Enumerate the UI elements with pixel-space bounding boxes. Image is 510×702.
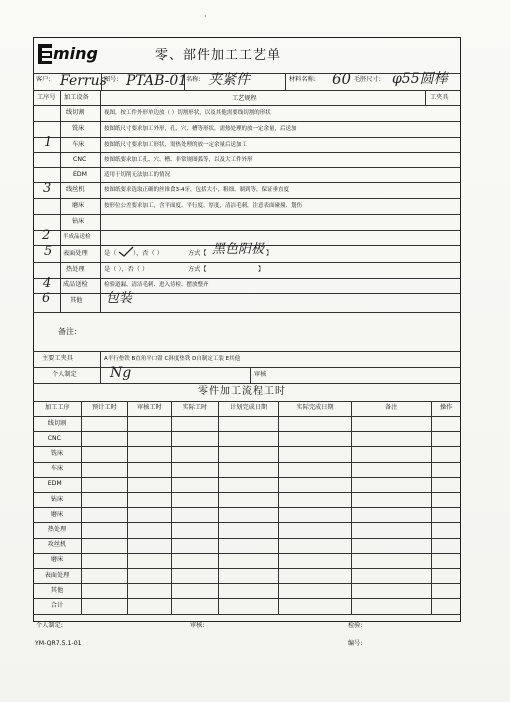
- footer-number-label: 编号:: [348, 640, 363, 647]
- process-text-lathe: 按图纸尺寸要求加工形状，需热处理的放一定余量后送加工: [104, 142, 248, 148]
- flow-row-divider: [33, 477, 461, 478]
- process-text-cnc: 按图纸要求加工孔、穴、槽、非常规图弧等，以及大工件外形: [104, 157, 253, 163]
- personal-review-label: 审核: [254, 371, 267, 378]
- heat-yes-no: 是（ ），否（ ）: [104, 266, 149, 273]
- seq-surface: 5: [44, 244, 53, 259]
- flow-row-divider: [33, 446, 461, 447]
- flow-row-process: 磨床: [50, 510, 64, 518]
- flow-row-divider: [33, 507, 461, 508]
- flow-header-cell: 实际完成日期: [296, 404, 334, 411]
- flow-row-process: CNC: [47, 434, 61, 442]
- flow-row-divider: [33, 598, 461, 599]
- surface-label: 表面处理: [63, 250, 88, 257]
- other-value: 包装: [106, 291, 133, 306]
- top-mark: ·: [204, 12, 207, 21]
- flow-row-divider: [33, 583, 461, 584]
- col-seq-header: 工序号: [37, 94, 56, 101]
- drawing-label: 图号:: [104, 76, 119, 83]
- drawing-value: PTAB-01: [126, 73, 188, 89]
- company-logo: [37, 42, 119, 66]
- flow-row-divider: [33, 614, 461, 615]
- final-inspect-text: 检验道漏、清洁毛刺、进入待检、摆放整齐: [104, 282, 209, 288]
- seq-other: 6: [42, 291, 51, 306]
- logo-text: ming: [53, 44, 98, 63]
- material-label: 材料名称:: [289, 76, 316, 83]
- equipment-wire-cut: 线切割: [66, 109, 85, 116]
- footer-made-label: 个人制定:: [36, 622, 63, 629]
- equipment-tapping: 线丝机: [66, 186, 85, 193]
- process-text-milling: 按图纸尺寸要求加工外形，孔、穴、槽等形状，需热处理的放一定余量，后送加: [104, 126, 297, 132]
- remarks-label: 备注:: [58, 327, 77, 336]
- equipment-milling: 铣床: [72, 125, 85, 132]
- heat-label: 热处理: [66, 266, 85, 273]
- equipment-semi-inspect: 半成品送检: [63, 234, 91, 240]
- surface-method-value: 黑色阳极: [212, 242, 265, 257]
- flow-header-cell: 实际工时: [182, 404, 208, 411]
- flow-row-process: 铣床: [50, 449, 64, 457]
- seq-semi-inspect: 2: [42, 228, 51, 243]
- flow-row-divider: [33, 538, 461, 539]
- customer-label: 客户:: [36, 76, 51, 83]
- flow-header-cell: 计划完成日期: [230, 404, 268, 411]
- blank-size-label: 毛胚尺寸:: [354, 76, 381, 83]
- flow-row-process: 磨床: [50, 556, 64, 564]
- equipment-cnc: CNC: [73, 156, 87, 163]
- material-value: 60: [332, 70, 352, 88]
- document-number: YM-QR7.5.1-01: [35, 640, 82, 647]
- flow-row-process: 表面处理: [44, 571, 70, 579]
- equipment-lathe: 车床: [72, 141, 85, 148]
- col-equipment-header: 加工设备: [64, 94, 89, 101]
- name-value: 夹紧件: [208, 72, 250, 88]
- equipment-grinding: 磨床: [72, 202, 85, 209]
- customer-value: Ferrus: [60, 73, 107, 89]
- personal-label: 个人制定: [52, 371, 77, 378]
- tools-label: 主要工夹具: [42, 355, 73, 362]
- flow-row-divider: [33, 462, 461, 463]
- flow-row-process: 其他: [50, 586, 64, 594]
- personal-signature: Ng: [110, 365, 132, 381]
- col-tooling-header: 工夹具: [430, 94, 449, 101]
- flow-header-cell: 操作: [440, 404, 453, 411]
- other-label: 其他: [70, 297, 83, 304]
- flow-header-cell: 审核工时: [137, 404, 162, 411]
- surface-yes: 是（: [104, 250, 117, 257]
- equipment-drilling: 钻床: [72, 218, 85, 225]
- final-inspect-label: 成品送检: [63, 281, 88, 288]
- flow-row-process: 车床: [50, 465, 64, 473]
- process-text-tapping: 按图纸要求选取正确的丝锥食3-4牙，包括大小，粗细、制到等，保证垂直度: [104, 187, 289, 193]
- flow-row-process: 线切割: [47, 419, 67, 427]
- equipment-edm: EDM: [73, 171, 88, 178]
- flow-row-process: 合计: [50, 601, 64, 609]
- surface-close: 】: [266, 250, 273, 257]
- flow-row-divider: [33, 553, 461, 554]
- flow-row-divider: [33, 522, 461, 523]
- heat-close: 】: [258, 266, 265, 273]
- flow-row-process: EDM: [47, 480, 62, 488]
- flow-header-cell: 预计工时: [92, 404, 117, 411]
- form-title: 零、部件加工工艺单: [155, 48, 282, 63]
- flow-header-cell: 备注: [385, 404, 398, 411]
- process-text-edm: 适用于切削无法加工的情况: [104, 172, 171, 178]
- surface-method: 方式【: [188, 250, 207, 257]
- footer-check-label: 检验:: [348, 622, 363, 629]
- seq-lathe: 1: [44, 135, 53, 150]
- col-process-header: 工艺规程: [232, 95, 257, 102]
- surface-no: ），否（ ）: [133, 250, 163, 257]
- form-frame: [33, 37, 461, 622]
- heat-method: 方式【: [188, 266, 207, 273]
- seq-tapping: 3: [43, 181, 52, 196]
- flow-row-divider: [33, 568, 461, 569]
- flow-row-divider: [33, 416, 461, 417]
- flow-row-process: 钻床: [50, 495, 64, 503]
- name-label: 名称:: [186, 76, 201, 83]
- footer-audit-label: 审核:: [190, 622, 205, 629]
- seq-final-inspect: 4: [43, 276, 52, 291]
- flow-row-divider: [33, 492, 461, 493]
- process-text-wire-cut: 视图，按工件外形单边放（ ）切割形状，以及其他需要线切割的形状: [104, 110, 271, 116]
- flow-row-divider: [33, 431, 461, 432]
- flow-header-cell: 加工工序: [45, 404, 70, 411]
- process-text-grinding: 按形位公差要求加工，含平面度、平行度、厚度，清洁毛刺，注意表面碰撞、划伤: [104, 203, 303, 209]
- flow-title: 零件加工流程工时: [198, 386, 286, 397]
- flow-row-process: 热处理: [47, 525, 67, 533]
- tools-text: A平行垫铁 B直角平口钳 C斜度垫铁 D自制定工装 E其他: [104, 356, 241, 362]
- blank-size-value: φ55圆棒: [392, 71, 448, 87]
- flow-row-process: 攻丝机: [47, 541, 67, 549]
